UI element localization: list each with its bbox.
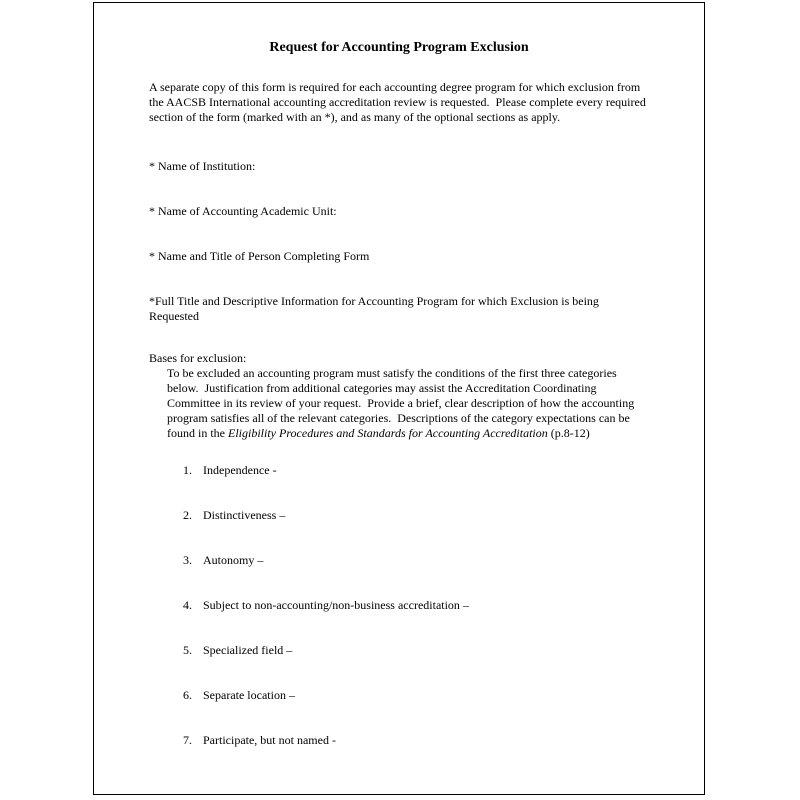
category-list <box>183 463 649 748</box>
item-number: 3. <box>183 553 192 567</box>
item-label: Autonomy – <box>203 553 264 567</box>
item-number: 6. <box>183 688 192 702</box>
field-label-program-full-title: *Full Title and Descriptive Information for Accounting Program for which Exclusion is being Requested <box>149 294 602 323</box>
bases-for-exclusion-section <box>149 351 649 748</box>
bases-description-text: To be excluded an accounting program must satisfy the conditions of the first three categories below. Justification from additional categories may assist the Accreditation Coordinating Committee in its review of your request. Provide a brief, clear description of how the accounting program satisfies all of the relevant categories. Descriptions of the category expectations can be found in the <box>167 366 638 440</box>
item-label: Specialized field – <box>203 643 293 657</box>
document-page <box>93 2 705 795</box>
list-item-independence <box>183 463 649 478</box>
page-title: Request for Accounting Program Exclusion <box>269 40 529 55</box>
item-number: 4. <box>183 598 192 612</box>
field-label-person-completing-form: * Name and Title of Person Completing Form <box>149 249 370 263</box>
bases-heading: Bases for exclusion: <box>149 351 247 365</box>
intro-paragraph: A separate copy of this form is required for each accounting degree program for which exclusion from the AACSB International accounting accreditation review is requested. Please complete every required section of the form (marked with an *), and as many of the optional sections as apply. <box>149 80 649 124</box>
item-number: 5. <box>183 643 192 657</box>
bases-description <box>167 366 647 441</box>
list-item-autonomy <box>183 553 649 568</box>
list-item-separate-location <box>183 688 649 703</box>
field-label-institution: * Name of Institution: <box>149 159 256 173</box>
item-number: 2. <box>183 508 192 522</box>
item-label: Independence - <box>203 463 277 477</box>
item-label: Participate, but not named - <box>203 733 336 747</box>
list-item-participate-not-named <box>183 733 649 748</box>
item-label: Separate location – <box>203 688 295 702</box>
form-fields <box>149 159 649 324</box>
bases-description-booklet-title: Eligibility Procedures and Standards for Accounting Accreditation <box>228 426 548 440</box>
item-label: Distinctiveness – <box>203 508 286 522</box>
bases-description-page-ref: (p.8-12) <box>547 426 590 440</box>
item-number: 7. <box>183 733 192 747</box>
list-item-non-accounting-accreditation <box>183 598 649 613</box>
list-item-specialized-field <box>183 643 649 658</box>
list-item-distinctiveness <box>183 508 649 523</box>
field-label-accounting-academic-unit: * Name of Accounting Academic Unit: <box>149 204 337 218</box>
item-label: Subject to non-accounting/non-business accreditation – <box>203 598 469 612</box>
item-number: 1. <box>183 463 192 477</box>
